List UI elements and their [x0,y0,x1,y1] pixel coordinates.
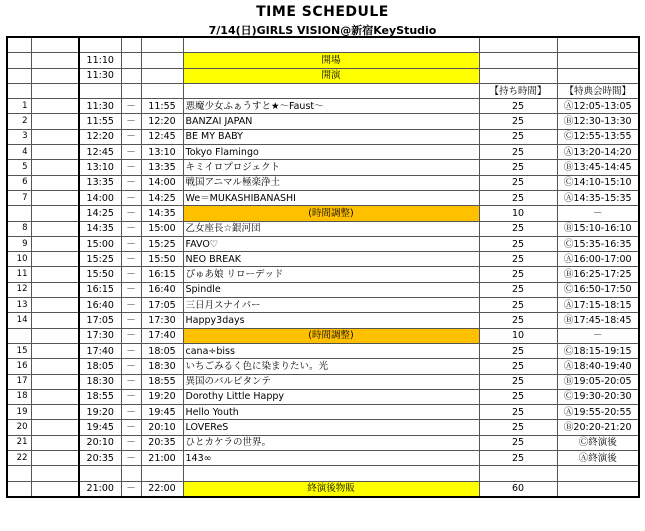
row-number [7,68,31,83]
duration-cell: 25 [479,175,557,190]
event-label: 開場 [183,53,479,68]
tokuten-time [557,481,639,497]
tokuten-time: Ⓐ12:05-13:05 [557,99,639,114]
start-time: 11:30 [79,68,121,83]
start-time: 14:00 [79,190,121,205]
artist-name: BE MY BABY [183,129,479,144]
table-row [7,175,639,190]
dash-cell: － [121,282,141,297]
dash-cell: － [121,405,141,420]
dash-cell: － [121,451,141,466]
duration-cell: 25 [479,160,557,175]
start-time: 11:55 [79,114,121,129]
start-time [79,466,121,481]
start-time: 12:45 [79,145,121,160]
duration-cell: 25 [479,145,557,160]
duration-cell: 25 [479,435,557,450]
dash-cell: － [121,114,141,129]
end-time: 20:10 [141,420,183,435]
spacer-cell [31,389,79,404]
tokuten-time: Ⓑ13:45-14:45 [557,160,639,175]
end-time: 19:45 [141,405,183,420]
spacer-cell [31,206,79,221]
artist-name: Happy3days [183,313,479,328]
spacer-cell [31,466,79,481]
end-time: 22:00 [141,481,183,497]
dash-cell: － [121,129,141,144]
artist-name: Hello Youth [183,405,479,420]
artist-name: 三日月スナイパー [183,298,479,313]
dash-cell: － [121,298,141,313]
spacer-cell [31,405,79,420]
end-time: 20:35 [141,435,183,450]
end-time: 18:55 [141,374,183,389]
spacer-cell [31,160,79,175]
event-label: (時間調整) [183,206,479,221]
row-number: 9 [7,236,31,251]
row-number: 10 [7,252,31,267]
spacer-cell [31,114,79,129]
row-number: 5 [7,160,31,175]
dash-cell: － [121,252,141,267]
end-time: 13:35 [141,160,183,175]
start-time: 18:05 [79,359,121,374]
duration-cell [479,53,557,68]
duration-cell [479,466,557,481]
table-row [7,435,639,450]
end-time: 17:30 [141,313,183,328]
tokuten-time [557,53,639,68]
table-row [7,313,639,328]
spacer-cell [31,68,79,83]
spacer-cell [31,37,79,53]
tokuten-time: Ⓑ19:05-20:05 [557,374,639,389]
event-label: (時間調整) [183,328,479,343]
duration-cell: 25 [479,420,557,435]
start-time: 13:10 [79,160,121,175]
spacer-cell [31,435,79,450]
row-number [7,83,31,98]
end-time: 21:00 [141,451,183,466]
table-row [7,374,639,389]
row-number: 4 [7,145,31,160]
row-number: 11 [7,267,31,282]
artist-name: ぴゅあ娘 リローデッド [183,267,479,282]
tokuten-time: Ⓒ19:30-20:30 [557,389,639,404]
event-label: 終演後物販 [183,481,479,497]
artist-name: いちごみるく色に染まりたい。光 [183,359,479,374]
row-number: 14 [7,313,31,328]
row-number: 13 [7,298,31,313]
spacer-cell [31,175,79,190]
duration-cell: 25 [479,405,557,420]
tokuten-time: Ⓑ15:10-16:10 [557,221,639,236]
table-row [7,83,639,98]
start-time: 13:35 [79,175,121,190]
table-row [7,282,639,297]
end-time: 18:30 [141,359,183,374]
event-label: 開演 [183,68,479,83]
duration-cell: 25 [479,374,557,389]
schedule-table [6,36,640,498]
spacer-cell [31,481,79,497]
table-row [7,221,639,236]
spacer-cell [31,343,79,358]
dash-cell: － [121,267,141,282]
table-row [7,420,639,435]
artist-name: Spindle [183,282,479,297]
table-row [7,298,639,313]
tokuten-time: Ⓐ19:55-20:55 [557,405,639,420]
end-time: 19:20 [141,389,183,404]
table-row [7,129,639,144]
duration-cell [479,37,557,53]
spacer-cell [31,374,79,389]
page-title: TIME SCHEDULE [256,4,389,20]
dash-cell [121,83,141,98]
start-time: 15:25 [79,252,121,267]
dash-cell: － [121,374,141,389]
spacer-cell [31,145,79,160]
table-row [7,114,639,129]
dash-cell: － [121,160,141,175]
tokuten-time: Ⓑ16:25-17:25 [557,267,639,282]
start-time: 19:45 [79,420,121,435]
table-row [7,53,639,68]
table-row [7,145,639,160]
start-time: 17:30 [79,328,121,343]
start-time: 20:35 [79,451,121,466]
event-label [183,37,479,53]
tokuten-time: Ⓐ17:15-18:15 [557,298,639,313]
row-number: 15 [7,343,31,358]
dash-cell: － [121,328,141,343]
duration-cell: 25 [479,282,557,297]
row-number: 21 [7,435,31,450]
artist-name: Dorothy Little Happy [183,389,479,404]
event-label [183,83,479,98]
duration-cell: 25 [479,313,557,328]
tokuten-time: Ⓐ14:35-15:35 [557,190,639,205]
start-time: 16:40 [79,298,121,313]
tokuten-time: Ⓑ17:45-18:45 [557,313,639,328]
end-time [141,53,183,68]
spacer-cell [31,298,79,313]
dash-cell: － [121,343,141,358]
spacer-cell [31,451,79,466]
artist-name: 悪魔少女ふぁうすと★～Faust～ [183,99,479,114]
duration-cell: 25 [479,236,557,251]
tokuten-time: Ⓒ終演後 [557,435,639,450]
tokuten-time: Ⓐ18:40-19:40 [557,359,639,374]
end-time: 17:05 [141,298,183,313]
tokuten-time: Ⓒ12:55-13:55 [557,129,639,144]
start-time: 12:20 [79,129,121,144]
start-time: 16:15 [79,282,121,297]
start-time: 14:35 [79,221,121,236]
duration-cell: 25 [479,114,557,129]
end-time [141,83,183,98]
artist-name: LOVEReS [183,420,479,435]
spacer-cell [31,129,79,144]
start-time: 21:00 [79,481,121,497]
table-row [7,359,639,374]
dash-cell: － [121,435,141,450]
duration-cell: 10 [479,206,557,221]
artist-name: cana÷biss [183,343,479,358]
tokuten-time: － [557,328,639,343]
dash-cell: － [121,99,141,114]
end-time [141,68,183,83]
end-time: 15:50 [141,252,183,267]
table-row [7,328,639,343]
artist-name: 異国のバルビタンテ [183,374,479,389]
duration-cell: 25 [479,190,557,205]
dash-cell [121,37,141,53]
duration-cell: 25 [479,252,557,267]
dash-cell: － [121,145,141,160]
duration-cell: 25 [479,267,557,282]
table-row [7,160,639,175]
duration-cell: 25 [479,343,557,358]
row-number [7,466,31,481]
artist-name: 戦国アニマル極楽浄土 [183,175,479,190]
dash-cell: － [121,420,141,435]
row-number: 20 [7,420,31,435]
duration-cell: 25 [479,298,557,313]
tokuten-time [557,37,639,53]
spacer-cell [31,313,79,328]
start-time: 11:30 [79,99,121,114]
start-time [79,37,121,53]
spacer-cell [31,420,79,435]
table-row [7,99,639,114]
duration-cell: 25 [479,99,557,114]
row-number: 6 [7,175,31,190]
start-time: 17:05 [79,313,121,328]
start-time [79,83,121,98]
event-subtitle: 7/14(日)GIRLS VISION@新宿KeyStudio [208,24,437,37]
row-number: 19 [7,405,31,420]
start-time: 18:30 [79,374,121,389]
tokuten-time [557,466,639,481]
end-time: 15:25 [141,236,183,251]
dash-cell: － [121,481,141,497]
duration-cell: 25 [479,389,557,404]
table-row [7,190,639,205]
dash-cell: － [121,236,141,251]
end-time: 14:35 [141,206,183,221]
table-row [7,405,639,420]
end-time: 12:45 [141,129,183,144]
table-row [7,206,639,221]
table-row [7,267,639,282]
row-number: 17 [7,374,31,389]
row-number: 3 [7,129,31,144]
event-label [183,466,479,481]
artist-name: ひとカケラの世界。 [183,435,479,450]
spacer-cell [31,328,79,343]
end-time: 11:55 [141,99,183,114]
table-row [7,236,639,251]
end-time [141,466,183,481]
row-number [7,481,31,497]
spacer-cell [31,83,79,98]
duration-cell: 25 [479,221,557,236]
tokuten-time: Ⓑ12:30-13:30 [557,114,639,129]
row-number: 2 [7,114,31,129]
end-time: 17:40 [141,328,183,343]
spacer-cell [31,53,79,68]
start-time: 15:50 [79,267,121,282]
start-time: 15:00 [79,236,121,251]
tokuten-time: Ⓒ18:15-19:15 [557,343,639,358]
end-time: 15:00 [141,221,183,236]
end-time: 14:00 [141,175,183,190]
dash-cell [121,68,141,83]
spacer-cell [31,190,79,205]
tokuten-time: Ⓐ16:00-17:00 [557,252,639,267]
tokuten-time: Ⓒ14:10-15:10 [557,175,639,190]
row-number: 7 [7,190,31,205]
artist-name: Tokyo Flamingo [183,145,479,160]
artist-name: キミイロプロジェクト [183,160,479,175]
row-number: 22 [7,451,31,466]
dash-cell: － [121,389,141,404]
dash-cell [121,53,141,68]
artist-name: 143∞ [183,451,479,466]
row-number: 1 [7,99,31,114]
dash-cell: － [121,313,141,328]
tokuten-time: 【特典会時間】 [557,83,639,98]
table-row [7,451,639,466]
end-time: 13:10 [141,145,183,160]
end-time: 12:20 [141,114,183,129]
spacer-cell [31,282,79,297]
duration-cell: 25 [479,129,557,144]
artist-name: BANZAI JAPAN [183,114,479,129]
start-time: 19:20 [79,405,121,420]
tokuten-time: Ⓑ20:20-21:20 [557,420,639,435]
row-number: 18 [7,389,31,404]
end-time [141,37,183,53]
tokuten-time: Ⓒ16:50-17:50 [557,282,639,297]
tokuten-time [557,68,639,83]
dash-cell: － [121,359,141,374]
table-row [7,68,639,83]
row-number: 8 [7,221,31,236]
artist-name: FAVO♡ [183,236,479,251]
tokuten-time: Ⓐ13:20-14:20 [557,145,639,160]
row-number: 16 [7,359,31,374]
end-time: 16:15 [141,267,183,282]
dash-cell: － [121,221,141,236]
artist-name: 乙女座長☆銀河団 [183,221,479,236]
duration-cell: 【持ち時間】 [479,83,557,98]
start-time: 20:10 [79,435,121,450]
duration-cell [479,68,557,83]
table-row [7,252,639,267]
row-number [7,206,31,221]
spacer-cell [31,359,79,374]
start-time: 14:25 [79,206,121,221]
start-time: 17:40 [79,343,121,358]
artist-name: NEO BREAK [183,252,479,267]
artist-name: We＝MUKASHIBANASHI [183,190,479,205]
tokuten-time: Ⓒ15:35-16:35 [557,236,639,251]
row-number [7,37,31,53]
spacer-cell [31,99,79,114]
table-row [7,389,639,404]
table-row [7,343,639,358]
spacer-cell [31,236,79,251]
table-row [7,481,639,497]
dash-cell: － [121,190,141,205]
duration-cell: 25 [479,451,557,466]
duration-cell: 60 [479,481,557,497]
table-row [7,466,639,481]
start-time: 18:55 [79,389,121,404]
end-time: 16:40 [141,282,183,297]
duration-cell: 10 [479,328,557,343]
row-number: 12 [7,282,31,297]
spacer-cell [31,267,79,282]
tokuten-time: Ⓐ終演後 [557,451,639,466]
table-row [7,37,639,53]
row-number [7,53,31,68]
start-time: 11:10 [79,53,121,68]
end-time: 18:05 [141,343,183,358]
duration-cell: 25 [479,359,557,374]
dash-cell [121,466,141,481]
spacer-cell [31,252,79,267]
end-time: 14:25 [141,190,183,205]
dash-cell: － [121,175,141,190]
tokuten-time: － [557,206,639,221]
dash-cell: － [121,206,141,221]
spacer-cell [31,221,79,236]
row-number [7,328,31,343]
